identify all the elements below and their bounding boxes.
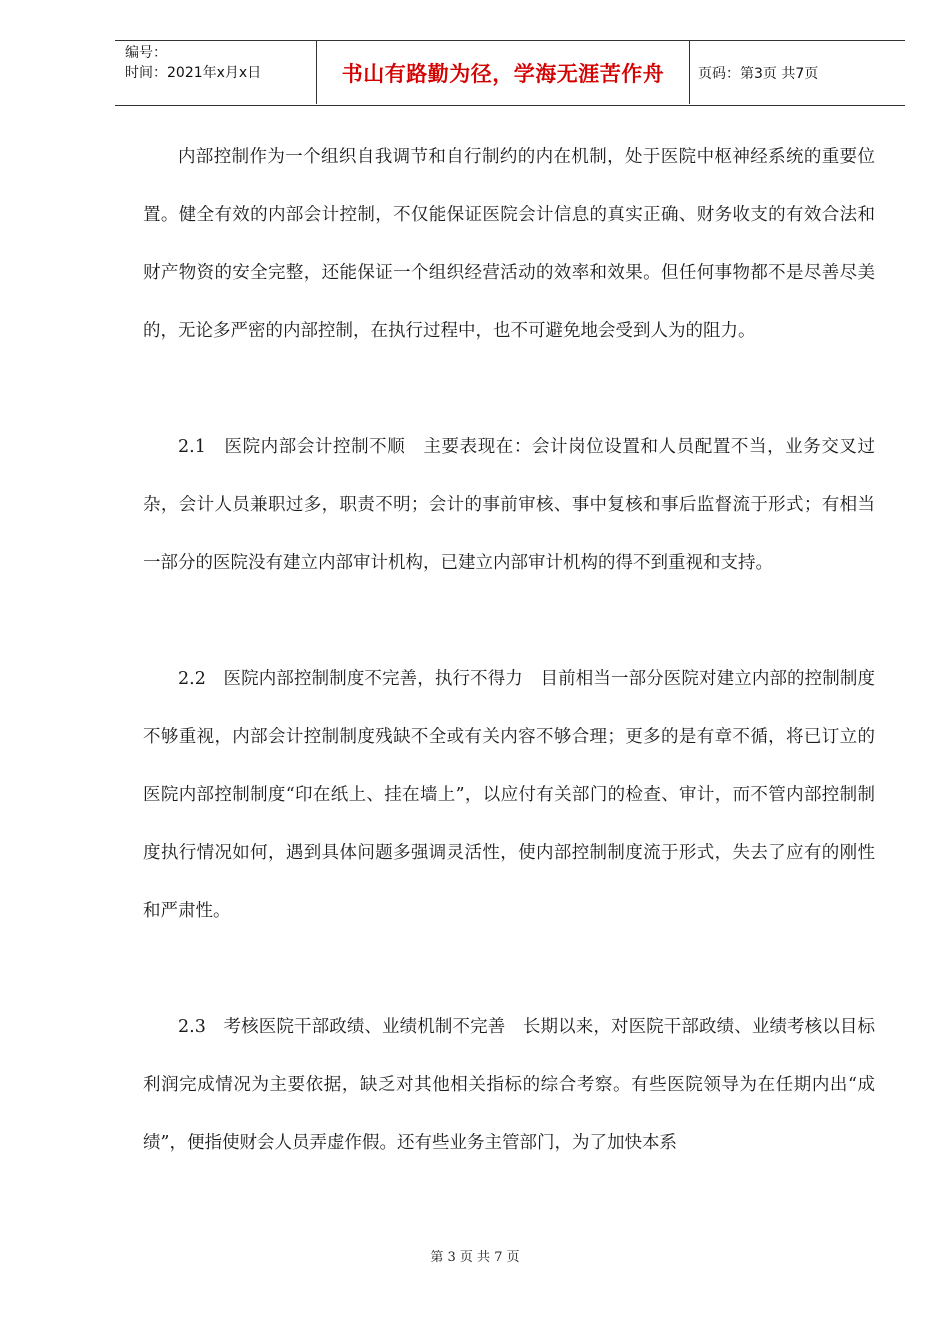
header-motto: 书山有路勤为径，学海无涯苦作舟 bbox=[341, 61, 665, 86]
body-paragraph-2-3: 2.3 考核医院干部政绩、业绩机制不完善 长期以来，对医院干部政绩、业绩考核以目标利润完成情况为主要依据，缺乏对其他相关指标的综合考察。有些医院领导为在任期内出“成绩”，便指使财会人员弄虚作假。还有些业务主管部门，为了加快本系 bbox=[143, 1017, 875, 1153]
header-meta bbox=[125, 43, 315, 83]
page-footer: 第 3 页 共 7 页 bbox=[430, 1250, 520, 1265]
header-page-number: 页码：第3页 共7页 bbox=[698, 65, 819, 82]
body-paragraph-2-1: 2.1 医院内部会计控制不顺 主要表现在：会计岗位设置和人员配置不当，业务交叉过杂，会计人员兼职过多，职责不明；会计的事前审核、事中复核和事后监督流于形式；有相当一部分的医院没有建立内部审计机构，已建立内部审计机构的得不到重视和支持。 bbox=[143, 437, 875, 573]
document-number-label: 编号： bbox=[125, 45, 167, 61]
page-header bbox=[115, 40, 905, 106]
document-body bbox=[143, 128, 875, 1172]
body-paragraph-2-2: 2.2 医院内部控制制度不完善，执行不得力 目前相当一部分医院对建立内部的控制制度不够重视，内部会计控制制度残缺不全或有关内容不够合理；更多的是有章不循，将已订立的医院内部控制制度“印在纸上、挂在墙上”，以应付有关部门的检查、审计，而不管内部控制制度执行情况如何，遇到具体问题多强调灵活性，使内部控制制度流于形式，失去了应有的刚性和严肃性。 bbox=[143, 669, 875, 921]
header-motto-cell bbox=[316, 41, 690, 104]
body-paragraph-intro: 内部控制作为一个组织自我调节和自行制约的内在机制，处于医院中枢神经系统的重要位置。健全有效的内部会计控制，不仅能保证医院会计信息的真实正确、财务收支的有效合法和财产物资的安全完整，还能保证一个组织经营活动的效率和效果。但任何事物都不是尽善尽美的，无论多严密的内部控制，在执行过程中，也不可避免地会受到人为的阻力。 bbox=[143, 147, 875, 341]
document-time-label: 时间：2021年x月x日 bbox=[125, 65, 262, 81]
